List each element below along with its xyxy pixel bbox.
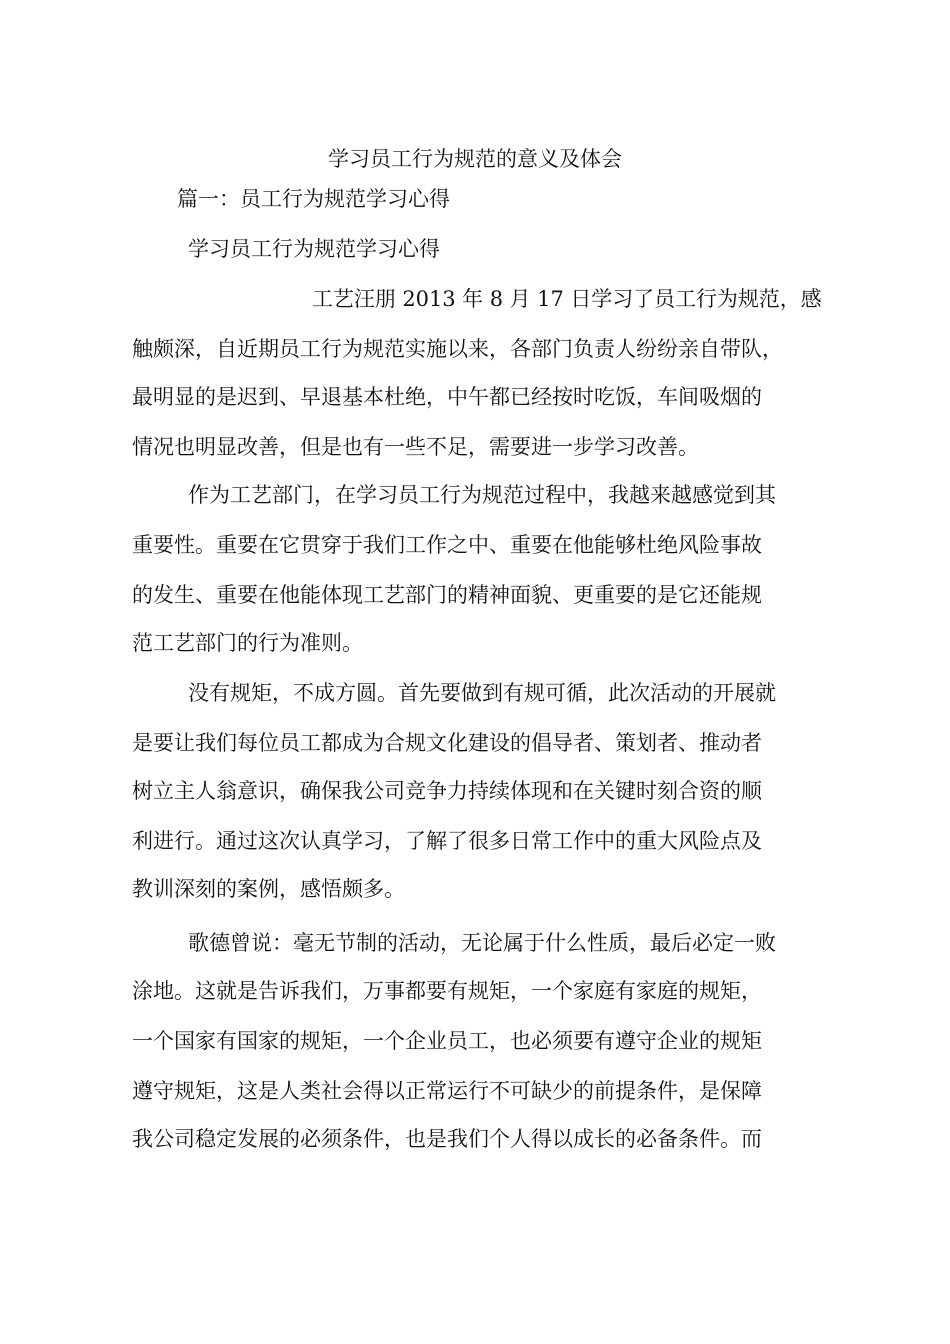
section-heading: 篇一：员工行为规范学习心得 — [177, 187, 450, 211]
body-line: 的发生、重要在他能体现工艺部门的精神面貌、更重要的是它还能规 — [132, 583, 762, 607]
body-line: 工艺汪朋 2013 年 8 月 17 日学习了员工行为规范，感 — [312, 287, 822, 311]
body-line: 教训深刻的案例，感悟颇多。 — [132, 877, 405, 901]
body-line: 遵守规矩，这是人类社会得以正常运行不可缺少的前提条件，是保障 — [132, 1079, 762, 1103]
body-line: 涂地。这就是告诉我们，万事都要有规矩，一个家庭有家庭的规矩， — [132, 979, 762, 1003]
body-line: 重要性。重要在它贯穿于我们工作之中、重要在他能够杜绝风险事故 — [132, 533, 762, 557]
body-line: 歌德曾说：毫无节制的活动，无论属于什么性质，最后必定一败 — [188, 931, 776, 955]
body-line: 没有规矩，不成方圆。首先要做到有规可循，此次活动的开展就 — [188, 681, 776, 705]
body-line: 我公司稳定发展的必须条件，也是我们个人得以成长的必备条件。而 — [132, 1127, 762, 1151]
body-line: 一个国家有国家的规矩，一个企业员工，也必须要有遵守企业的规矩 — [132, 1029, 762, 1053]
body-line: 树立主人翁意识，确保我公司竞争力持续体现和在关键时刻合资的顺 — [132, 779, 762, 803]
body-line: 范工艺部门的行为准则。 — [132, 631, 363, 655]
body-line: 作为工艺部门，在学习员工行为规范过程中，我越来越感觉到其 — [188, 483, 776, 507]
body-line: 情况也明显改善，但是也有一些不足，需要进一步学习改善。 — [132, 435, 699, 459]
body-line: 触颇深，自近期员工行为规范实施以来，各部门负责人纷纷亲自带队， — [132, 337, 783, 361]
document-title: 学习员工行为规范的意义及体会 — [328, 147, 622, 171]
body-line: 最明显的是迟到、早退基本杜绝，中午都已经按时吃饭，车间吸烟的 — [132, 385, 762, 409]
body-line: 利进行。通过这次认真学习，了解了很多日常工作中的重大风险点及 — [132, 829, 762, 853]
sub-heading: 学习员工行为规范学习心得 — [188, 237, 440, 261]
body-line: 是要让我们每位员工都成为合规文化建设的倡导者、策划者、推动者 — [132, 731, 762, 755]
